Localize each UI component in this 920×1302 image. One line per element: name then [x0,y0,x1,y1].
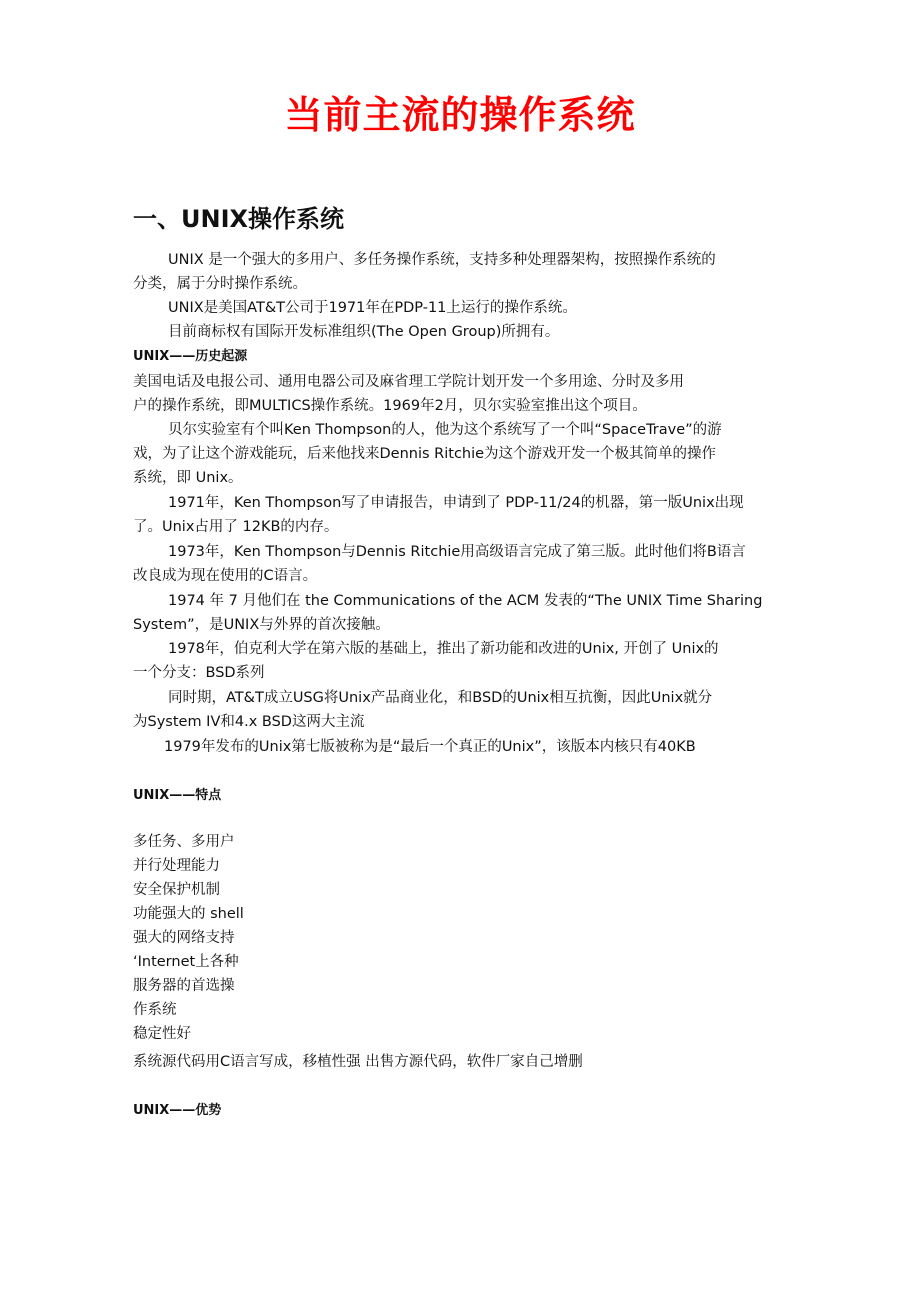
intro-line: 目前商标权有国际开发标准组织(The Open Group)所拥有。 [168,324,560,340]
history-line: 了。Unix占用了 12KB的内存。 [133,519,339,535]
history-line: System”，是UNIX与外界的首次接触。 [133,617,390,633]
feature-item: 多任务、多用户 [133,834,235,850]
intro-line: UNIX是美国AT&T公司于1971年在PDP-11上运行的操作系统。 [168,300,577,316]
history-line: 1979年发布的Unix第七版被称为是“最后一个真正的Unix”，该版本内核只有40KB [164,739,696,755]
history-line: 美国电话及电报公司、通用电器公司及麻省理工学院计划开发一个多用途、分时及多用 [133,374,684,390]
history-line: 一个分支：BSD系列 [133,665,265,681]
feature-item: 稳定性好 [133,1026,191,1042]
feature-item: 服务器的首选操 [133,978,235,994]
intro-line: UNIX 是一个强大的多用户、多任务操作系统，支持多种处理器架构，按照操作系统的 [168,252,716,268]
history-line: 贝尔实验室有个叫Ken Thompson的人，他为这个系统写了一个叫“SpaceTrave”的游 [168,422,722,438]
history-line: 1974 年 7 月他们在 the Communications of the ACM 发表的“The UNIX Time Sharing [168,593,763,609]
history-line: 1973年，Ken Thompson与Dennis Ritchie用高级语言完成了第三版。此时他们将B语言 [168,544,746,560]
features-heading: UNIX——特点 [133,788,222,803]
feature-item: 系统源代码用C语言写成，移植性强 出售方源代码，软件厂家自己增删 [133,1054,583,1070]
feature-item: ‘Internet上各种 [133,954,239,970]
history-line: 为System IV和4.x BSD这两大主流 [133,714,365,730]
history-line: 戏，为了让这个游戏能玩，后来他找来Dennis Ritchie为这个游戏开发一个极其简单的操作 [133,446,717,462]
intro-line: 分类，属于分时操作系统。 [133,276,307,292]
history-line: 改良成为现在使用的C语言。 [133,568,318,584]
feature-item: 作系统 [133,1002,177,1018]
advantages-heading: UNIX——优势 [133,1103,222,1118]
feature-item: 功能强大的 shell [133,906,244,922]
history-line: 1978年，伯克利大学在第六版的基础上，推出了新功能和改进的Unix, 开创了 Unix的 [168,641,719,657]
section-heading: 一、UNIX操作系统 [133,205,345,233]
history-line: 同时期，AT&T成立USG将Unix产品商业化，和BSD的Unix相互抗衡，因此Unix就分 [168,690,713,706]
document-title: 当前主流的操作系统 [284,93,636,137]
feature-item: 安全保护机制 [133,882,220,898]
history-line: 1971年，Ken Thompson写了申请报告，申请到了 PDP-11/24的机器，第一版Unix出现 [168,495,744,511]
history-heading: UNIX——历史起源 [133,349,248,364]
feature-item: 强大的网络支持 [133,930,235,946]
history-line: 户的操作系统，即MULTICS操作系统。1969年2月，贝尔实验室推出这个项目。 [133,398,647,414]
history-line: 系统，即 Unix。 [133,470,243,486]
feature-item: 并行处理能力 [133,858,220,874]
